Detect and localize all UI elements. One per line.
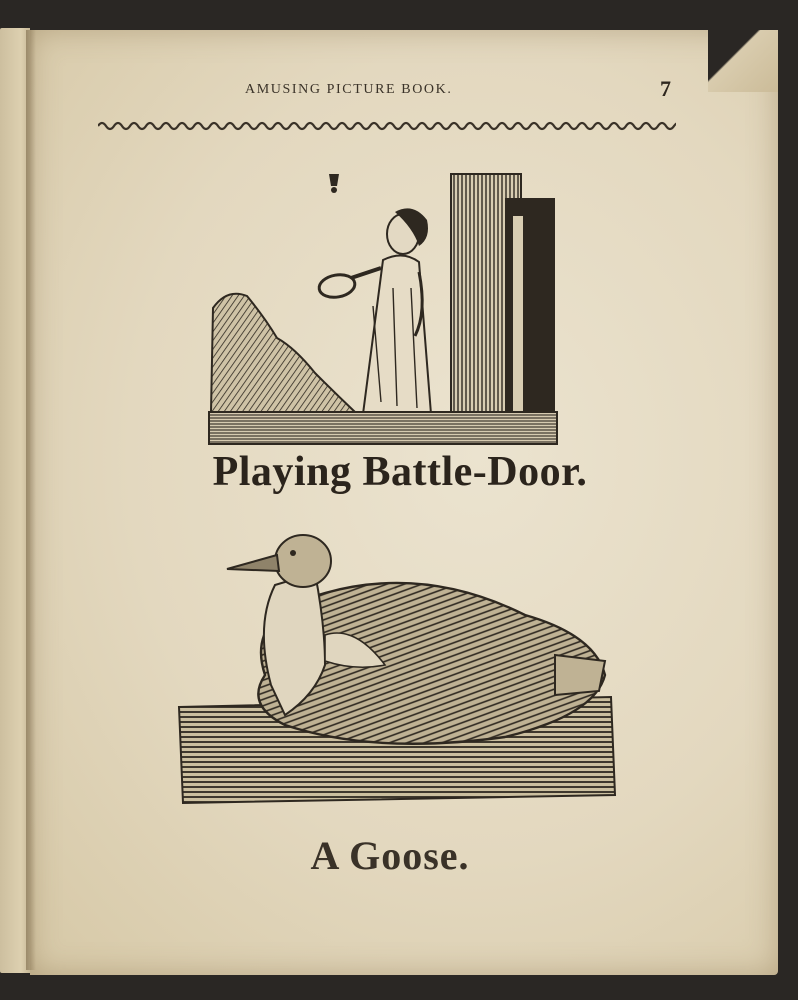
caption-battle-door: Playing Battle-Door.	[212, 449, 588, 495]
goose-woodcut-icon	[175, 525, 620, 810]
page-number: 7	[660, 76, 671, 101]
caption-goose: A Goose.	[310, 833, 470, 878]
running-header: AMUSING PICTURE BOOK.	[245, 82, 453, 97]
wavy-rule	[98, 118, 676, 134]
torn-corner	[708, 30, 778, 92]
page-gutter-shadow	[26, 30, 36, 970]
battledore-girl-woodcut-icon	[205, 168, 560, 446]
